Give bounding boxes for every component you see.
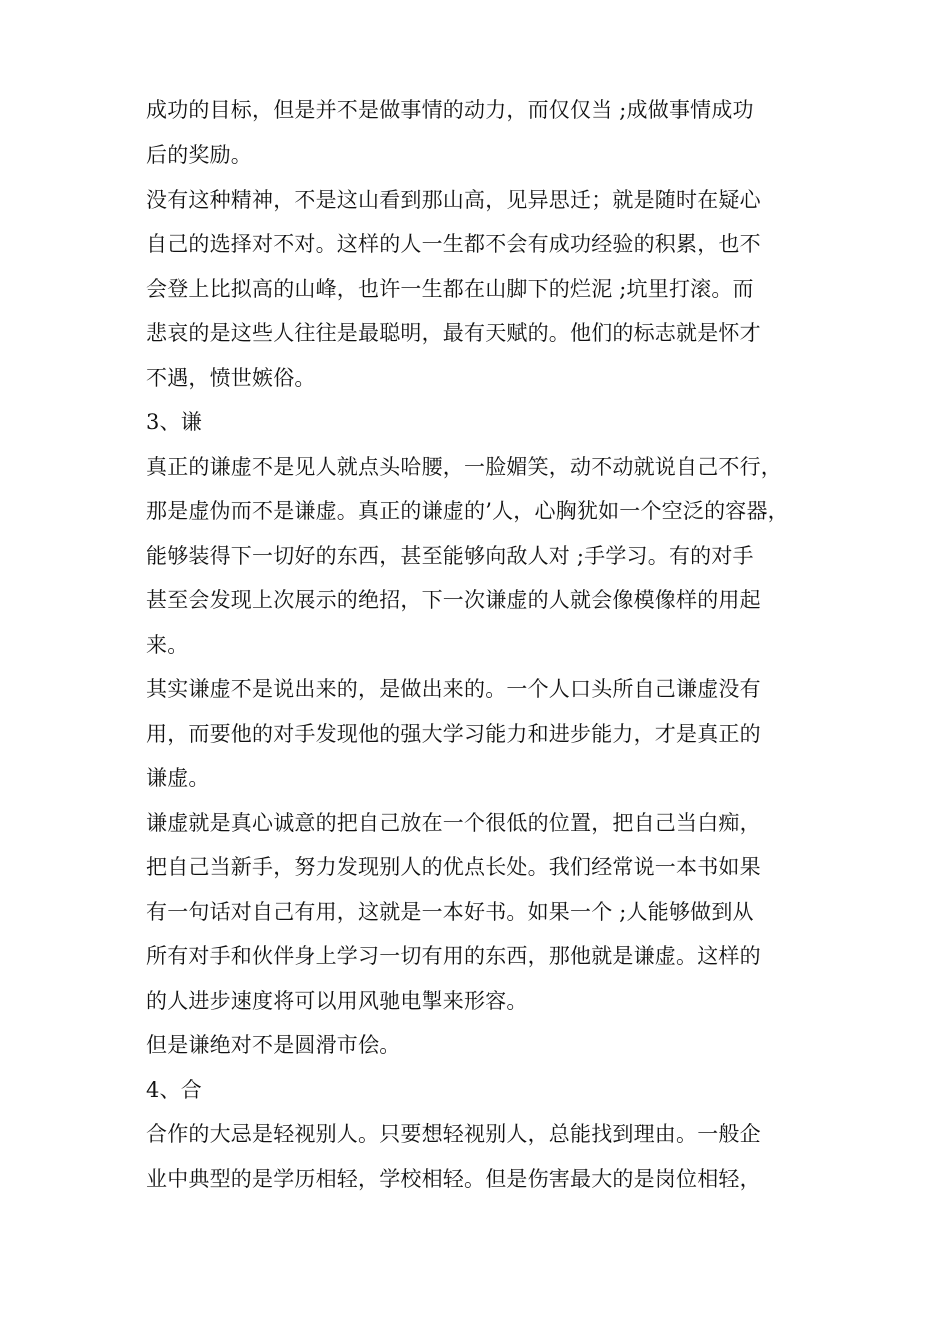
text-line: 后的奖励。 <box>146 143 252 167</box>
text-line: 不遇，愤世嫉俗。 <box>146 366 316 390</box>
text-line: 有一句话对自己有用，这就是一本好书。如果一个 ;人能够做到从 <box>146 900 754 924</box>
text-line: 能够装得下一切好的东西，甚至能够向敌人对 ;手学习。有的对手 <box>146 544 754 568</box>
text-line: 没有这种精神，不是这山看到那山高，见异思迁；就是随时在疑心 <box>146 188 761 212</box>
text-line: 业中典型的是学历相轻，学校相轻。但是伤害最大的是岗位相轻， <box>146 1167 761 1191</box>
text-line: 但是谦绝对不是圆滑市侩。 <box>146 1033 401 1057</box>
text-line: 会登上比拟高的山峰，也许一生都在山脚下的烂泥 ;坑里打滚。而 <box>146 277 754 301</box>
text-line: 自己的选择对不对。这样的人一生都不会有成功经验的积累，也不 <box>146 232 761 256</box>
text-line: 来。 <box>146 633 189 657</box>
text-line: 谦虚就是真心诚意的把自己放在一个很低的位置，把自己当白痴， <box>146 811 761 835</box>
text-line: 谦虚。 <box>146 766 210 790</box>
text-line: 所有对手和伙伴身上学习一切有用的东西，那他就是谦虚。这样的 <box>146 944 761 968</box>
text-line: 的人进步速度将可以用风驰电掣来形容。 <box>146 989 528 1013</box>
text-line: 那是虚伪而不是谦虚。真正的谦虚的’人，心胸犹如一个空泛的容器， <box>146 499 789 523</box>
text-line: 成功的目标，但是并不是做事情的动力，而仅仅当 ;成做事情成功 <box>146 98 754 122</box>
text-line: 悲哀的是这些人往往是最聪明，最有天赋的。他们的标志就是怀才 <box>146 321 761 345</box>
text-line: 其实谦虚不是说出来的，是做出来的。一个人口头所自己谦虚没有 <box>146 677 761 701</box>
text-line: 甚至会发现上次展示的绝招，下一次谦虚的人就会像模像样的用起 <box>146 588 761 612</box>
section-heading: 4、合 <box>146 1078 202 1102</box>
text-line: 用，而要他的对手发现他的强大学习能力和进步能力，才是真正的 <box>146 722 761 746</box>
text-line: 合作的大忌是轻视别人。只要想轻视别人，总能找到理由。一般企 <box>146 1122 761 1146</box>
text-line: 把自己当新手，努力发现别人的优点长处。我们经常说一本书如果 <box>146 855 761 879</box>
text-line: 真正的谦虚不是见人就点头哈腰，一脸媚笑，动不动就说自己不行， <box>146 455 782 479</box>
section-heading: 3、谦 <box>146 410 202 434</box>
